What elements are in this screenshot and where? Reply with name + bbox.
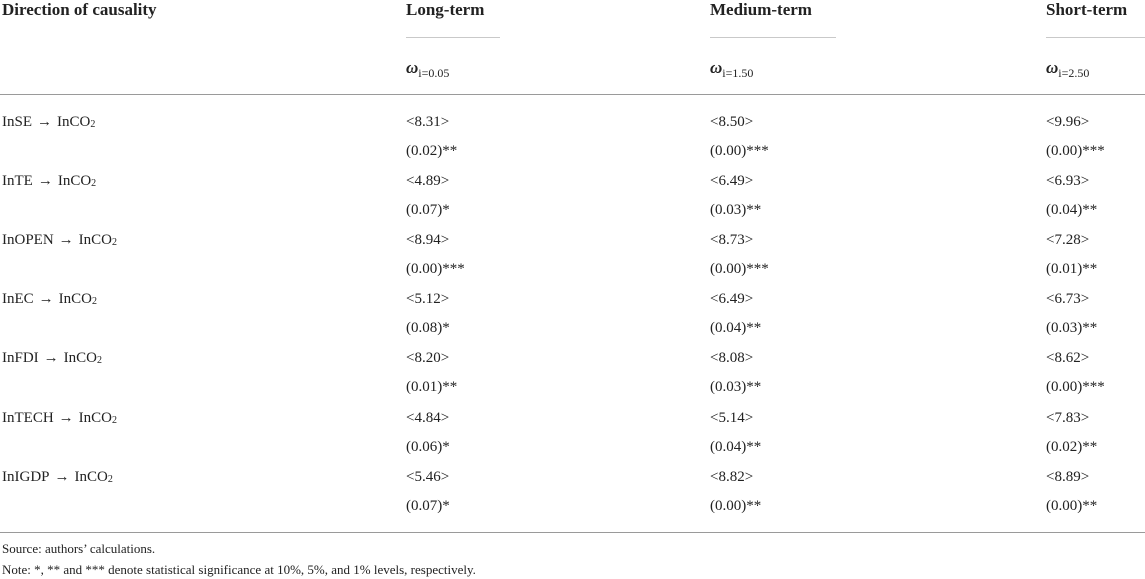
long-p-value: (0.07)* — [406, 202, 450, 218]
header-short-underline — [1046, 37, 1145, 38]
omega-long — [406, 58, 449, 79]
medium-statistic: <8.50> — [710, 114, 754, 130]
direction-label — [2, 231, 117, 251]
medium-p-value: (0.00)** — [710, 498, 762, 514]
direction-from: InIGDP — [2, 469, 50, 485]
direction-label — [2, 290, 97, 310]
arrow-icon: → — [58, 410, 74, 426]
long-p-value: (0.08)* — [406, 320, 450, 336]
arrow-icon: → — [43, 350, 59, 366]
long-statistic: <5.12> — [406, 291, 450, 307]
direction-to: InCO — [57, 114, 91, 130]
omega-symbol: ω — [1046, 58, 1059, 77]
long-p-value: (0.01)** — [406, 379, 458, 395]
direction-from: InSE — [2, 114, 32, 130]
medium-statistic: <6.49> — [710, 291, 754, 307]
medium-p-value: (0.04)** — [710, 439, 762, 455]
direction-to: InCO — [74, 469, 108, 485]
medium-p-value: (0.00)*** — [710, 261, 769, 277]
table-bottom-rule — [0, 532, 1145, 533]
header-medium-term: Medium-term — [710, 0, 812, 19]
medium-statistic: <6.49> — [710, 173, 754, 189]
omega-subscript: i=0.05 — [418, 66, 450, 80]
direction-to: InCO — [58, 291, 93, 307]
table-top-rule — [0, 94, 1145, 95]
medium-statistic: <8.73> — [710, 232, 754, 248]
direction-to-subscript: 2 — [107, 474, 113, 485]
direction-label — [2, 113, 95, 133]
direction-to-subscript: 2 — [97, 355, 103, 366]
long-p-value: (0.06)* — [406, 439, 450, 455]
short-statistic: <7.28> — [1046, 232, 1090, 248]
direction-from: InEC — [2, 291, 34, 307]
arrow-icon: → — [54, 469, 70, 485]
arrow-icon: → — [38, 291, 54, 307]
short-p-value: (0.04)** — [1046, 202, 1098, 218]
medium-p-value: (0.00)*** — [710, 143, 769, 159]
short-p-value: (0.03)** — [1046, 320, 1098, 336]
omega-subscript: i=2.50 — [1058, 66, 1090, 80]
short-statistic: <8.62> — [1046, 350, 1090, 366]
direction-to: InCO — [63, 350, 98, 366]
short-p-value: (0.00)*** — [1046, 143, 1105, 159]
long-statistic: <8.94> — [406, 232, 450, 248]
short-statistic: <8.89> — [1046, 469, 1090, 485]
medium-p-value: (0.03)** — [710, 202, 762, 218]
header-long-underline — [406, 37, 500, 38]
medium-p-value: (0.03)** — [710, 379, 762, 395]
omega-short — [1046, 58, 1089, 79]
direction-to-subscript: 2 — [92, 296, 98, 307]
direction-to-subscript: 2 — [112, 415, 118, 426]
source-note: Source: authors’ calculations. — [2, 541, 156, 556]
header-long-term: Long-term — [406, 0, 485, 19]
direction-to-subscript: 2 — [112, 237, 118, 248]
omega-medium — [710, 58, 753, 79]
header-short-term: Short-term — [1046, 0, 1128, 19]
medium-statistic: <8.08> — [710, 350, 754, 366]
long-statistic: <4.89> — [406, 173, 450, 189]
long-p-value: (0.02)** — [406, 143, 458, 159]
short-statistic: <6.93> — [1046, 173, 1090, 189]
omega-symbol: ω — [710, 58, 723, 77]
medium-statistic: <5.14> — [710, 410, 754, 426]
short-p-value: (0.02)** — [1046, 439, 1098, 455]
omega-subscript: i=1.50 — [722, 66, 754, 80]
direction-label — [2, 409, 117, 429]
significance-note: Note: *, ** and *** denote statistical significance at 10%, 5%, and 1% levels, respectively. — [2, 562, 476, 577]
direction-from: InOPEN — [2, 232, 54, 248]
direction-label — [2, 468, 113, 488]
direction-to-subscript: 2 — [90, 119, 96, 130]
arrow-icon: → — [37, 173, 53, 189]
direction-label — [2, 172, 96, 192]
direction-to-subscript: 2 — [91, 178, 97, 189]
header-medium-underline — [710, 37, 836, 38]
short-p-value: (0.00)*** — [1046, 379, 1105, 395]
short-p-value: (0.01)** — [1046, 261, 1098, 277]
long-p-value: (0.07)* — [406, 498, 450, 514]
medium-statistic: <8.82> — [710, 469, 754, 485]
direction-label — [2, 349, 102, 369]
direction-to: InCO — [57, 173, 92, 189]
long-statistic: <8.20> — [406, 350, 450, 366]
short-statistic: <6.73> — [1046, 291, 1090, 307]
header-direction: Direction of causality — [2, 0, 157, 19]
long-statistic: <8.31> — [406, 114, 450, 130]
arrow-icon: → — [37, 114, 52, 130]
short-statistic: <7.83> — [1046, 410, 1090, 426]
direction-from: InFDI — [2, 350, 39, 366]
direction-from: InTE — [2, 173, 33, 189]
arrow-icon: → — [58, 232, 74, 248]
long-p-value: (0.00)*** — [406, 261, 465, 277]
short-statistic: <9.96> — [1046, 114, 1090, 130]
short-p-value: (0.00)** — [1046, 498, 1098, 514]
direction-to: InCO — [78, 410, 113, 426]
long-statistic: <5.46> — [406, 469, 450, 485]
direction-to: InCO — [78, 232, 113, 248]
omega-symbol: ω — [406, 58, 419, 77]
medium-p-value: (0.04)** — [710, 320, 762, 336]
long-statistic: <4.84> — [406, 410, 450, 426]
direction-from: InTECH — [2, 410, 54, 426]
